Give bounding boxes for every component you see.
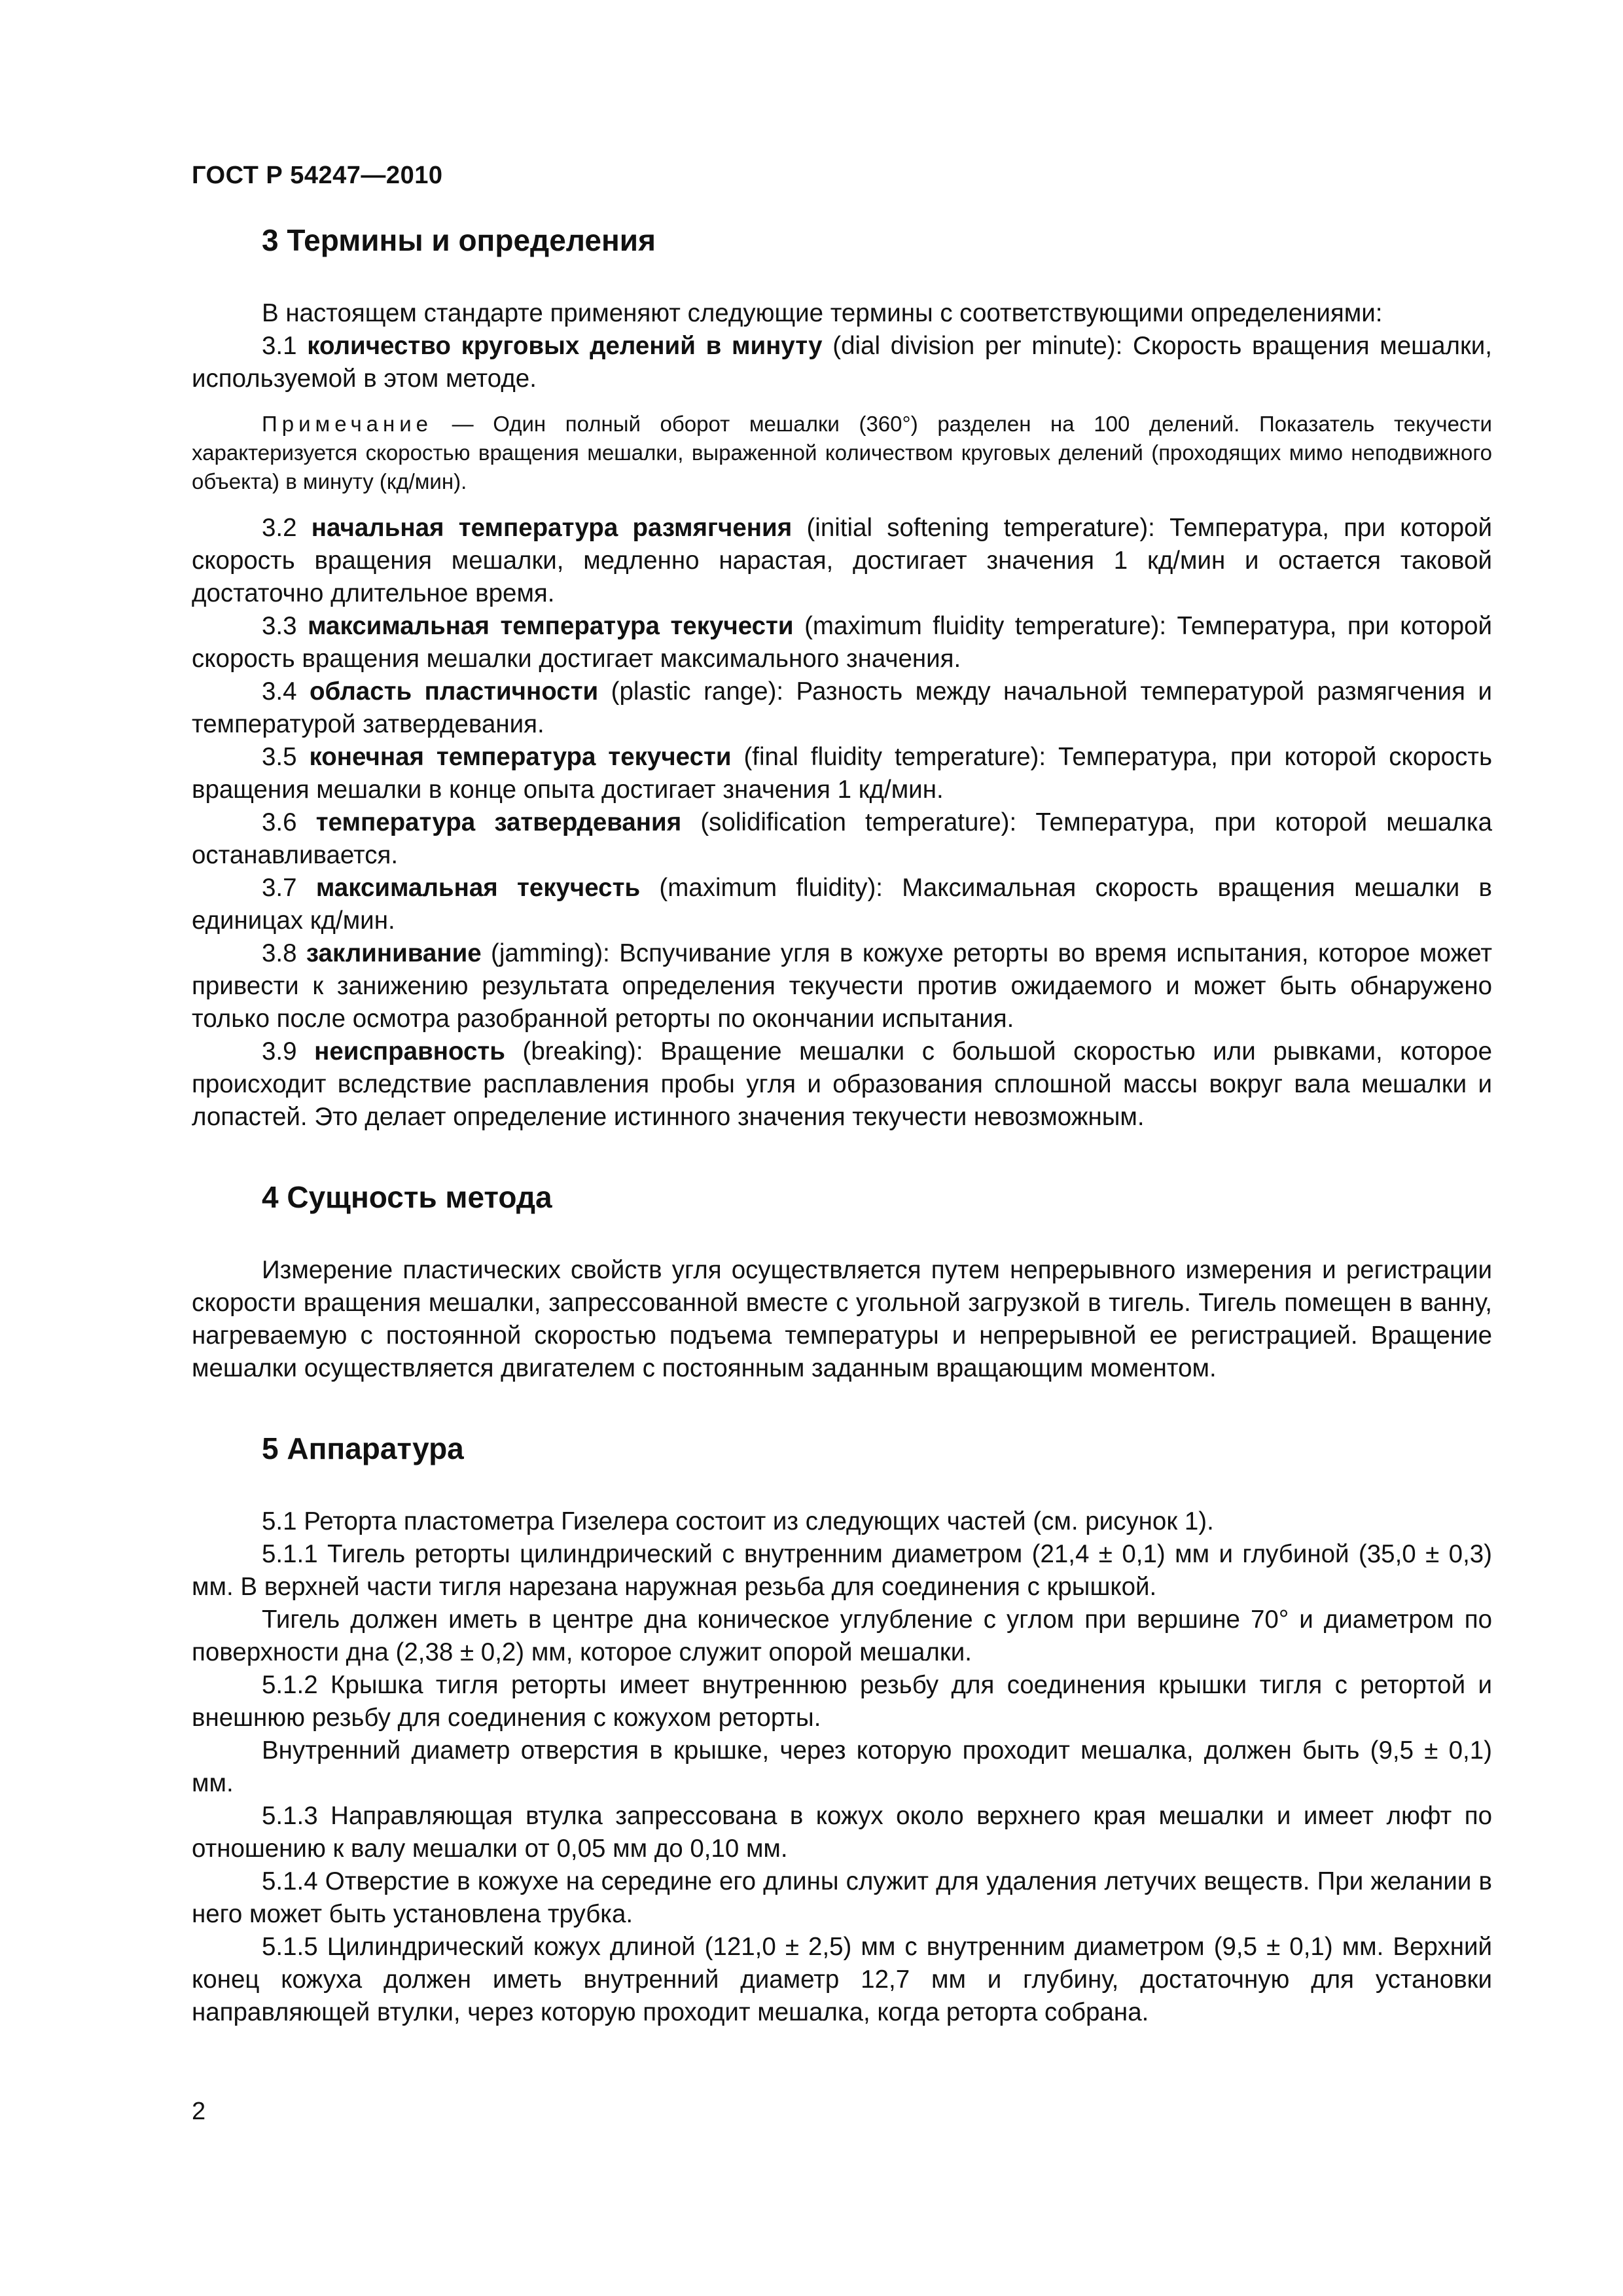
note-label: Примечание [262,412,433,436]
term-3-4: 3.4 область пластичности (plastic range): Разность между начальной температурой размягчения и температурой затвердевания. [192,677,1492,738]
document-body [192,223,1492,2029]
section-3-intro: В настоящем стандарте применяют следующие термины с соответствующими определениями: [262,299,1383,327]
term-3-5: 3.5 конечная температура текучести (final fluidity temperature): Температура, при которой скорость вращения мешалки в конце опыта достигает значения 1 кд/мин. [192,743,1493,804]
paragraph-5-1-1: 5.1.1 Тигель реторты цилиндрический с внутренним диаметром (21,4 ± 0,1) мм и глубиной (35,0 ± 0,3) мм. В верхней части тигля нарезана наружная резьба для соединения с крышкой. [192,1540,1492,1601]
paragraph-5-1-3: 5.1.3 Направляющая втулка запрессована в кожух около верхнего края мешалки и имеет люфт по отношению к валу мешалки от 0,05 мм до 0,10 мм. [192,1802,1492,1863]
paragraph-5-1-2: 5.1.2 Крышка тигля реторты имеет внутреннюю резьбу для соединения крышки тигля с ретортой и внешнюю резьбу для соединения с кожухом реторты. [192,1671,1492,1732]
section-4-title: 4 Сущность метода [262,1180,552,1214]
paragraph-5-1-1-cont: Тигель должен иметь в центре дна коническое углубление с углом при вершине 70° и диаметром по поверхности дна (2,38 ± 0,2) мм, которое служит опорой мешалки. [192,1605,1492,1666]
term-3-1: 3.1 количество круговых делений в минуту (dial division per minute): Скорость вращения мешалки, используемой в этом методе. [192,332,1492,393]
section-3-title: 3 Термины и определения [262,223,656,257]
section-5-title: 5 Аппаратура [262,1431,464,1465]
paragraph-5-1-4: 5.1.4 Отверстие в кожухе на середине его длины служит для удаления летучих веществ. При желании в него может быть установлена трубка. [192,1867,1492,1928]
term-3-7: 3.7 максимальная текучесть (maximum fluidity): Максимальная скорость вращения мешалки в единицах кд/мин. [192,874,1493,935]
page-number: 2 [192,2098,206,2125]
paragraph-5-1-5: 5.1.5 Цилиндрический кожух длиной (121,0 ± 2,5) мм с внутренним диаметром (9,5 ± 0,1) мм. Верхний конец кожуха должен иметь внутренний диаметр 12,7 мм и глубину, достаточную для установки направляющей втулки, через которую проходит мешалка, когда реторта собрана. [192,1933,1492,2026]
term-3-8: 3.8 заклинивание (jamming): Вспучивание угля в кожухе реторты во время испытания, которое может привести к занижению результата определения текучести против ожидаемого и может быть обнаружено только после осмотра разобранной реторты по окончании испытания. [192,939,1492,1033]
paragraph-5-1: 5.1 Реторта пластометра Гизелера состоит из следующих частей (см. рисунок 1). [262,1507,1214,1535]
paragraph-5-1-2-cont: Внутренний диаметр отверстия в крышке, через которую проходит мешалка, должен быть (9,5 ± 0,1) мм. [192,1736,1492,1797]
standard-id-header: ГОСТ Р 54247—2010 [192,162,443,189]
term-3-2: 3.2 начальная температура размягчения (initial softening temperature): Температура, при которой скорость вращения мешалки, медленно нарастая, достигает значения 1 кд/мин и остается таковой достаточно длительное время. [192,514,1493,607]
section-4-text: Измерение пластических свойств угля осуществляется путем непрерывного измерения и регистрации скорости вращения мешалки, запрессованной вместе с угольной загрузкой в тигель. Тигель помещен в ванну, нагреваемую с постоянной скоростью подъема температуры и непрерывной ее регистрацией. Вращение мешалки осуществляется двигателем с постоянным заданным вращающим моментом. [192,1256,1492,1382]
term-note: Примечание — Один полный оборот мешалки (360°) разделен на 100 делений. Показатель текучести характеризуется скоростью вращения мешалки, выраженной количеством круговых делений (проходящих мимо неподвижного объекта) в минуту (кд/мин). [192,412,1492,493]
section-4 [192,1179,1492,1385]
term-3-6: 3.6 температура затвердевания (solidification temperature): Температура, при которой мешалка останавливается. [192,808,1492,869]
term-3-3: 3.3 максимальная температура текучести (maximum fluidity temperature): Температура, при которой скорость вращения мешалки достигает максимального значения. [192,612,1492,673]
term-3-9: 3.9 неисправность (breaking): Вращение мешалки с большой скоростью или рывками, которое происходит вследствие расплавления пробы угля и образования сплошной массы вокруг вала мешалки и лопастей. Это делает определение истинного значения текучести невозможным. [192,1037,1492,1131]
section-5 [192,1431,1492,2029]
